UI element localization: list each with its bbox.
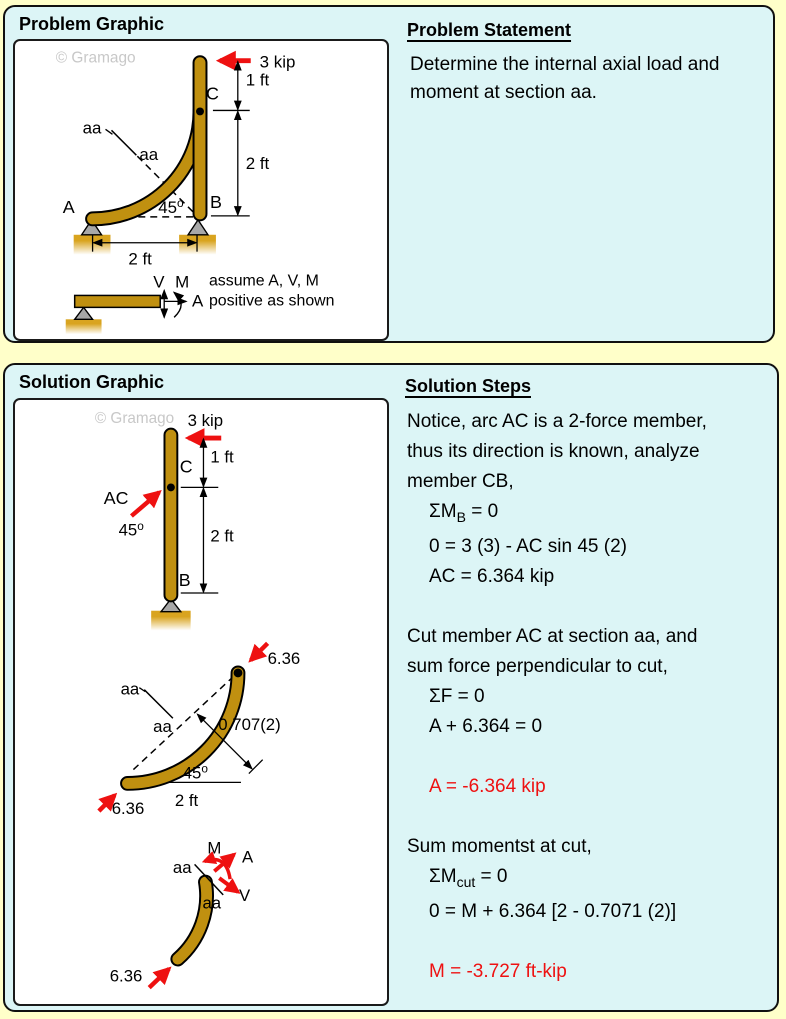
joint-c-dot bbox=[196, 107, 204, 115]
result-moment: M = -3.727 ft-kip bbox=[429, 960, 567, 982]
fig1-point-b: B bbox=[178, 570, 191, 591]
equation-force-sum: ΣF = 0 bbox=[429, 685, 485, 707]
solution-panel bbox=[3, 363, 779, 1012]
convention-support bbox=[75, 307, 93, 319]
steps-line: Cut member AC at section aa, and bbox=[407, 625, 698, 647]
solution-graphic-box bbox=[13, 398, 389, 1006]
pin-support-b bbox=[188, 220, 208, 235]
fig2-perp-dim-tick bbox=[249, 760, 263, 774]
assume-text-line1: assume A, V, M bbox=[208, 272, 319, 290]
fig3-section-label-2: aa bbox=[202, 893, 222, 913]
dim-label-2ft-v: 2 ft bbox=[245, 154, 270, 174]
section-line-aa bbox=[111, 130, 136, 155]
angle-label-45: 45$^o$ bbox=[158, 195, 184, 217]
equation: AC = 6.364 kip bbox=[429, 565, 555, 587]
fig3-force-arrow bbox=[149, 969, 169, 988]
solution-fig-arc-fbd bbox=[99, 643, 300, 818]
solution-graphic-title: Solution Graphic bbox=[19, 372, 165, 392]
dim-label-2ft-h: 2 ft bbox=[128, 249, 152, 269]
sign-convention-diagram bbox=[66, 272, 335, 334]
steps-line: Notice, arc AC is a 2-force member, bbox=[407, 411, 707, 432]
point-label-a: A bbox=[62, 196, 75, 217]
watermark: © Gramago bbox=[94, 410, 175, 428]
fig2-perp-dim-label: 0.707(2) bbox=[218, 715, 281, 735]
fig2-section-line bbox=[144, 690, 173, 719]
fig3-force-label: 6.36 bbox=[109, 966, 143, 986]
convention-beam bbox=[75, 295, 161, 307]
equation: 0 = 3 (3) - AC sin 45 (2) bbox=[429, 535, 627, 557]
fig2-section-label-2: aa bbox=[153, 717, 172, 737]
fig1-force-arrow-ac bbox=[131, 492, 159, 516]
convention-label-a: A bbox=[192, 291, 204, 311]
fig1-force-label-3kip: 3 kip bbox=[187, 411, 224, 431]
watermark: © Gramago bbox=[55, 49, 136, 67]
section-label-aa-1: aa bbox=[82, 118, 102, 138]
steps-line: thus its direction is known, analyze bbox=[407, 441, 700, 462]
steps-line: sum force perpendicular to cut, bbox=[407, 655, 668, 677]
fig2-dim-label-2ft: 2 ft bbox=[174, 791, 199, 811]
fig1-point-c: C bbox=[179, 456, 193, 477]
statement-line: moment at section aa. bbox=[410, 82, 597, 103]
fig1-label-ac: AC bbox=[103, 488, 129, 509]
force-label-3kip: 3 kip bbox=[259, 52, 296, 72]
point-label-c: C bbox=[205, 83, 219, 104]
fig3-moment-label: M bbox=[207, 838, 222, 858]
fig1-angle-label: 45$^o$ bbox=[118, 518, 144, 540]
fig3-section-label-1: aa bbox=[172, 858, 192, 878]
solution-fig-member-cb bbox=[104, 411, 234, 630]
convention-ground bbox=[66, 319, 102, 334]
fig3-axial-label: A bbox=[241, 847, 254, 867]
assume-text-line2: positive as shown bbox=[208, 292, 335, 310]
fig1-cut-dot bbox=[167, 483, 175, 491]
fig2-end-dot bbox=[234, 668, 243, 677]
fig1-dim-label-1ft: 1 ft bbox=[210, 447, 234, 467]
fig2-force-arrow-top bbox=[251, 643, 268, 660]
fig3-shear-arrow bbox=[219, 878, 238, 892]
problem-panel bbox=[3, 5, 775, 343]
fig2-angle-label: 45$^o$ bbox=[182, 761, 208, 783]
point-label-b: B bbox=[209, 191, 222, 212]
fig3-shear-label: V bbox=[238, 885, 251, 905]
fig1-dim-label-2ft: 2 ft bbox=[210, 526, 234, 546]
problem-statement-text bbox=[410, 51, 719, 107]
solution-steps-text bbox=[407, 407, 707, 987]
result-axial: A = -6.364 kip bbox=[429, 775, 546, 797]
fig2-section-label-1: aa bbox=[120, 679, 140, 699]
fig2-force-label-top: 6.36 bbox=[267, 649, 301, 669]
equation-moment-b: $\Sigma M_B = 0$ bbox=[429, 501, 499, 525]
section-leader bbox=[106, 129, 113, 134]
dim-label-1ft: 1 ft bbox=[245, 70, 270, 90]
problem-structure-diagram bbox=[15, 41, 387, 339]
problem-graphic-box bbox=[13, 39, 389, 341]
fig1-ground bbox=[151, 611, 190, 631]
solution-steps-title: Solution Steps bbox=[405, 376, 531, 396]
solution-fig-cut-segment bbox=[110, 838, 254, 987]
solution-diagrams bbox=[15, 400, 387, 1004]
problem-statement-title: Problem Statement bbox=[407, 20, 572, 40]
steps-line: Sum momentst at cut, bbox=[407, 835, 592, 857]
problem-graphic-title: Problem Graphic bbox=[19, 14, 165, 34]
convention-moment-arrow bbox=[174, 292, 181, 317]
convention-label-m: M bbox=[175, 272, 190, 292]
fig2-force-label-bottom: 6.36 bbox=[111, 798, 145, 818]
equation-moment-cut: $\Sigma M_{cut} = 0$ bbox=[429, 865, 508, 890]
statement-line: Determine the internal axial load and bbox=[410, 54, 720, 75]
convention-label-v: V bbox=[153, 272, 165, 292]
equation: A + 6.364 = 0 bbox=[429, 715, 543, 737]
section-label-aa-2: aa bbox=[139, 145, 159, 165]
steps-line: member CB, bbox=[407, 471, 514, 492]
equation: 0 = M + 6.364 [2 - 0.7071 (2)] bbox=[429, 900, 677, 922]
